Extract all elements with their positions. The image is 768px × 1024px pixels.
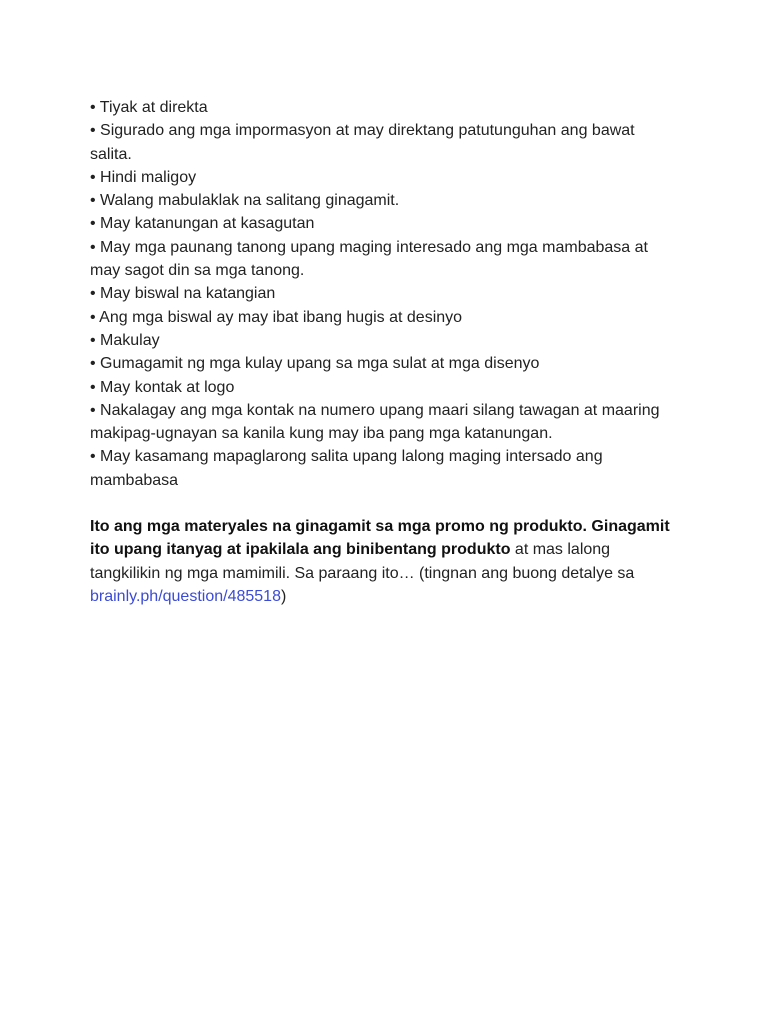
list-item: • Sigurado ang mga impormasyon at may direktang patutunguhan ang bawat salita. [90, 122, 635, 163]
list-item: • May biswal na katangian [90, 285, 276, 303]
list-item: • May kasamang mapaglarong salita upang lalong maging intersado ang mambabasa [90, 448, 603, 489]
list-item: • Makulay [90, 331, 160, 349]
source-link[interactable]: brainly.ph/question/485518 [90, 587, 281, 605]
summary-paragraph [90, 515, 680, 608]
list-item: • May mga paunang tanong upang maging interesado ang mga mambabasa at may sagot din sa mga tanong. [90, 238, 648, 280]
summary-text: at mas lalong tangkilikin ng mga mamimili. Sa paraang ito… (tingnan ang buong detalye sa [90, 541, 635, 582]
list-item: • Nakalagay ang mga kontak na numero upang maari silang tawagan at maaring makipag-ugnayan sa kanila kung may iba pang mga katanungan. [90, 401, 660, 443]
list-item: • Gumagamit ng mga kulay upang sa mga sulat at mga disenyo [90, 355, 540, 373]
list-item: • Ang mga biswal ay may ibat ibang hugis at desinyo [90, 308, 463, 326]
list-item: • May katanungan at kasagutan [90, 215, 315, 233]
feature-list [90, 96, 680, 492]
list-item: • Tiyak at direkta [90, 99, 208, 116]
list-item: • Hindi maligoy [90, 168, 197, 186]
document-body [90, 96, 680, 608]
list-item: • Walang mabulaklak na salitang ginagamit. [90, 192, 400, 210]
summary-bold-text: Ito ang mga materyales na ginagamit sa mga promo ng produkto. Ginagamit ito upang itanyag at ipakilala ang binibentang produkto [90, 518, 670, 559]
summary-closing: ) [280, 587, 287, 605]
list-item: • May kontak at logo [90, 378, 235, 396]
